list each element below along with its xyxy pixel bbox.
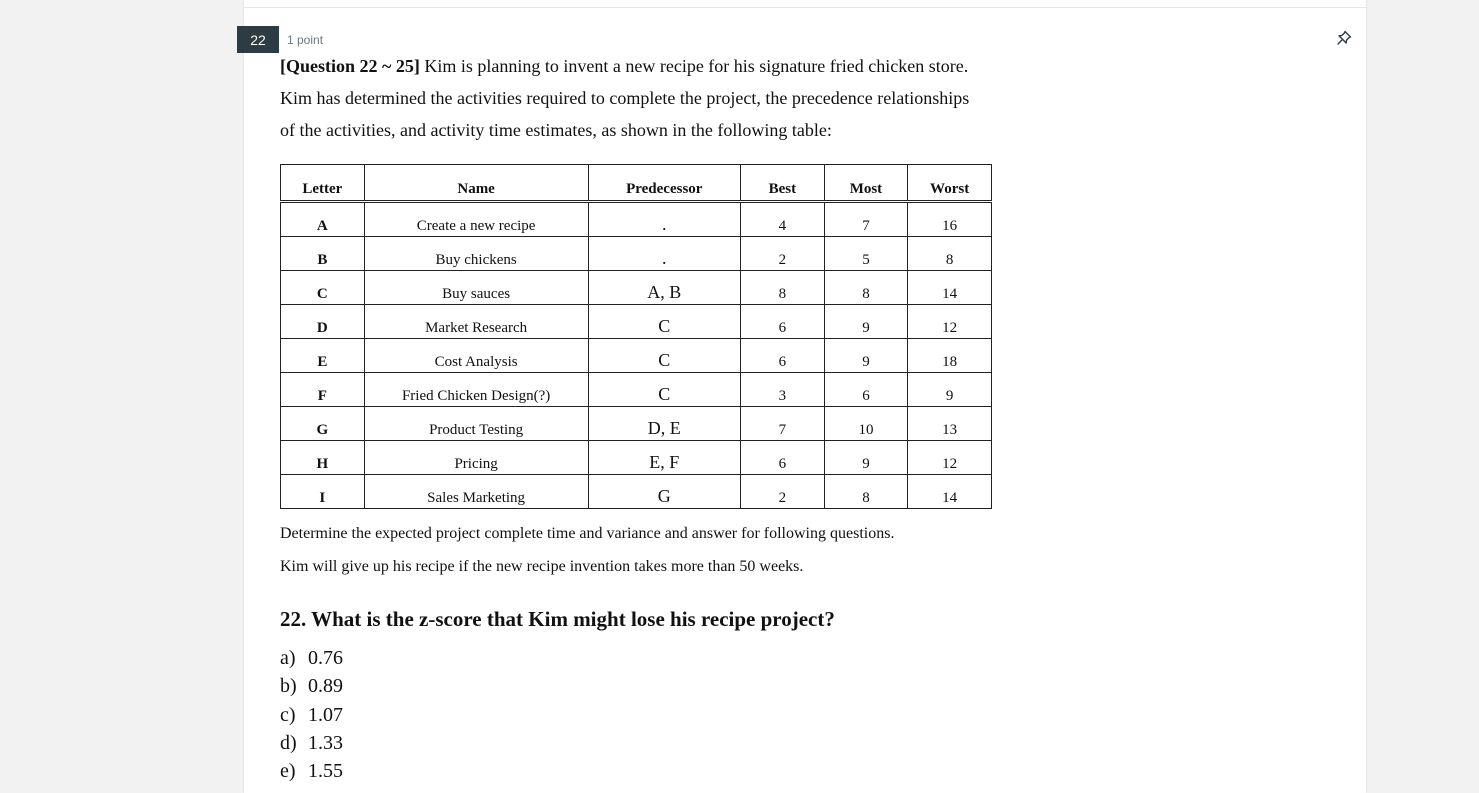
header-worst: Worst bbox=[908, 165, 992, 202]
question-range: [Question 22 ~ 25] bbox=[280, 56, 420, 76]
cell-predecessor: C bbox=[588, 305, 740, 339]
cell-most: 10 bbox=[824, 407, 908, 441]
cell-predecessor: C bbox=[588, 339, 740, 373]
cell-letter: C bbox=[281, 271, 365, 305]
table-row bbox=[281, 202, 992, 237]
option-label: b) bbox=[280, 675, 297, 698]
cell-most: 7 bbox=[824, 202, 908, 237]
divider bbox=[244, 7, 1366, 8]
cell-name: Pricing bbox=[364, 441, 588, 475]
cell-best: 4 bbox=[741, 202, 825, 237]
cell-most: 9 bbox=[824, 339, 908, 373]
option-label: e) bbox=[280, 760, 296, 783]
option-e[interactable] bbox=[280, 757, 1340, 785]
cell-most: 9 bbox=[824, 305, 908, 339]
cell-most: 8 bbox=[824, 271, 908, 305]
cell-most: 5 bbox=[824, 237, 908, 271]
cell-worst: 14 bbox=[908, 271, 992, 305]
table-header-row bbox=[281, 165, 992, 202]
answer-options bbox=[280, 644, 1340, 785]
option-label: a) bbox=[280, 647, 296, 669]
cell-best: 2 bbox=[741, 237, 825, 271]
cell-letter: D bbox=[281, 305, 365, 339]
cell-worst: 12 bbox=[908, 441, 992, 475]
question-points: 1 point bbox=[287, 33, 324, 47]
cell-most: 8 bbox=[824, 475, 908, 509]
instruction-line-2: Kim will give up his recipe if the new recipe invention takes more than 50 weeks. bbox=[280, 558, 804, 575]
cell-name: Product Testing bbox=[364, 407, 588, 441]
question-intro bbox=[280, 50, 1000, 146]
option-b[interactable] bbox=[280, 672, 1340, 700]
option-value: 0.76 bbox=[308, 647, 343, 669]
question-instructions bbox=[280, 517, 1340, 583]
cell-most: 9 bbox=[824, 441, 908, 475]
cell-worst: 12 bbox=[908, 305, 992, 339]
cell-name: Create a new recipe bbox=[364, 202, 588, 237]
option-label: d) bbox=[280, 731, 297, 754]
question-content bbox=[280, 50, 1340, 785]
header-predecessor: Predecessor bbox=[588, 165, 740, 202]
cell-name: Market Research bbox=[364, 305, 588, 339]
cell-name: Cost Analysis bbox=[364, 339, 588, 373]
cell-letter: A bbox=[281, 202, 365, 237]
cell-best: 6 bbox=[741, 441, 825, 475]
cell-predecessor: G bbox=[588, 475, 740, 509]
cell-name: Fried Chicken Design(?) bbox=[364, 373, 588, 407]
cell-name: Buy sauces bbox=[364, 271, 588, 305]
table-row bbox=[281, 407, 992, 441]
cell-worst: 18 bbox=[908, 339, 992, 373]
table-row bbox=[281, 441, 992, 475]
cell-letter: B bbox=[281, 237, 365, 271]
cell-letter: H bbox=[281, 441, 365, 475]
cell-letter: I bbox=[281, 475, 365, 509]
table-row bbox=[281, 271, 992, 305]
cell-name: Buy chickens bbox=[364, 237, 588, 271]
activity-table bbox=[280, 164, 992, 509]
intro-line-2: Kim has determined the activities required to complete the project, the precedence relationships bbox=[280, 88, 970, 108]
cell-best: 7 bbox=[741, 407, 825, 441]
option-a[interactable] bbox=[280, 644, 1340, 672]
instruction-line-1: Determine the expected project complete time and variance and answer for following questions. bbox=[280, 525, 895, 542]
header-best: Best bbox=[741, 165, 825, 202]
option-value: 1.33 bbox=[308, 731, 343, 754]
cell-letter: E bbox=[281, 339, 365, 373]
header-name: Name bbox=[364, 165, 588, 202]
question-prompt: 22. What is the z-score that Kim might lose his recipe project? bbox=[280, 607, 835, 631]
question-number-badge: 22 bbox=[237, 26, 279, 53]
cell-predecessor: E, F bbox=[588, 441, 740, 475]
intro-line-3: of the activities, and activity time estimates, as shown in the following table: bbox=[280, 120, 832, 140]
cell-letter: G bbox=[281, 407, 365, 441]
option-d[interactable] bbox=[280, 729, 1340, 757]
table-row bbox=[281, 373, 992, 407]
cell-predecessor: . bbox=[588, 202, 740, 237]
cell-worst: 16 bbox=[908, 202, 992, 237]
table-row bbox=[281, 475, 992, 509]
cell-predecessor: A, B bbox=[588, 271, 740, 305]
option-value: 1.07 bbox=[308, 703, 343, 726]
cell-worst: 8 bbox=[908, 237, 992, 271]
cell-best: 2 bbox=[741, 475, 825, 509]
option-label: c) bbox=[280, 703, 296, 726]
cell-best: 8 bbox=[741, 271, 825, 305]
cell-worst: 9 bbox=[908, 373, 992, 407]
table-row bbox=[281, 237, 992, 271]
cell-letter: F bbox=[281, 373, 365, 407]
cell-worst: 14 bbox=[908, 475, 992, 509]
cell-worst: 13 bbox=[908, 407, 992, 441]
table-row bbox=[281, 339, 992, 373]
option-value: 0.89 bbox=[308, 675, 343, 698]
header-letter: Letter bbox=[281, 165, 365, 202]
cell-best: 3 bbox=[741, 373, 825, 407]
cell-predecessor: D, E bbox=[588, 407, 740, 441]
option-value: 1.55 bbox=[308, 760, 343, 783]
cell-best: 6 bbox=[741, 305, 825, 339]
cell-best: 6 bbox=[741, 339, 825, 373]
cell-predecessor: . bbox=[588, 237, 740, 271]
table-row bbox=[281, 305, 992, 339]
option-c[interactable] bbox=[280, 701, 1340, 729]
intro-line-1: Kim is planning to invent a new recipe for his signature fried chicken store. bbox=[419, 56, 969, 76]
pin-icon[interactable] bbox=[1335, 29, 1353, 47]
cell-predecessor: C bbox=[588, 373, 740, 407]
header-most: Most bbox=[824, 165, 908, 202]
cell-most: 6 bbox=[824, 373, 908, 407]
cell-name: Sales Marketing bbox=[364, 475, 588, 509]
